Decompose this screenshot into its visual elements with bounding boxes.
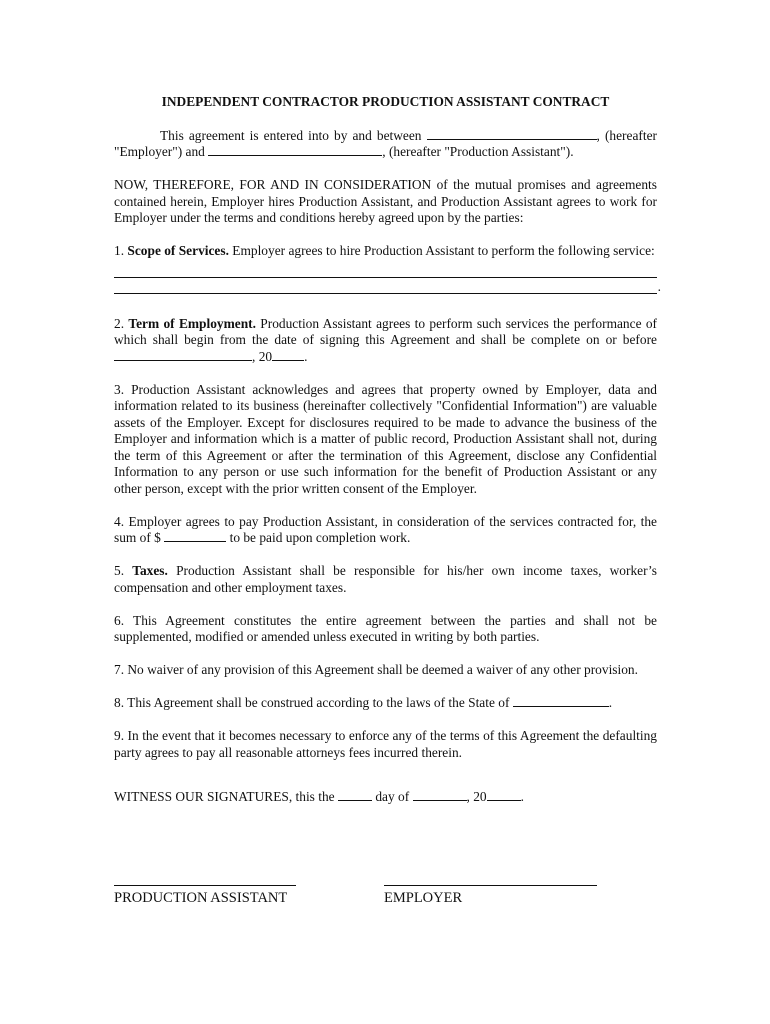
- section-2-number: 2.: [114, 315, 125, 331]
- witness-month-blank[interactable]: [413, 789, 467, 801]
- employer-name-blank[interactable]: [427, 128, 597, 140]
- section-4-text-2: to be paid upon completion work.: [229, 530, 411, 545]
- witness-text-4: .: [520, 789, 524, 804]
- witness-text-2: day of: [375, 789, 410, 804]
- production-assistant-signature: [114, 885, 296, 907]
- payment-amount-blank[interactable]: [164, 530, 226, 542]
- section-8-paragraph: [114, 695, 657, 712]
- section-8-end: .: [608, 695, 613, 710]
- services-blank-line-1[interactable]: [114, 262, 657, 278]
- intro-text-1: This agreement is entered into by and between: [160, 127, 422, 143]
- production-assistant-signature-line[interactable]: [114, 885, 296, 886]
- intro-text-4: , (hereafter "Production Assistant").: [382, 144, 574, 159]
- employer-label: EMPLOYER: [384, 890, 463, 906]
- section-1-heading: Scope of Services.: [127, 243, 229, 258]
- section-5-number: 5.: [114, 563, 125, 578]
- intro-text-2: , (hereafter: [596, 127, 657, 143]
- section-3-paragraph: 3. Production Assistant acknowledges and agrees that property owned by Employer, data and information related to its business (hereinafter collectively "Confidential Information") are valuable assets of the Employer. Except for disclosures required to be made to advance the business of the Employer and information which is a matter of public record, Production Assistant shall not, during the term of this Agreement or after the termination of this Agreement, disclose any Confidential Information to any person or use such information for the benefit of Production Assistant or any other person, except with the prior written consent of the Employer.: [114, 381, 657, 496]
- witness-day-blank[interactable]: [338, 789, 372, 801]
- section-5-paragraph: [114, 563, 657, 596]
- section-2-heading: Term of Employment.: [128, 315, 256, 331]
- section-7-paragraph: 7. No waiver of any provision of this Agreement shall be deemed a waiver of any other provision.: [114, 662, 638, 677]
- section-2-paragraph: [114, 316, 657, 366]
- now-therefore-paragraph: NOW, THEREFORE, FOR AND IN CONSIDERATION of the mutual promises and agreements contained herein, Employer hires Production Assistant, and Production Assistant agrees to work for Employer under the terms and conditions hereby agreed upon by the parties:: [114, 177, 657, 225]
- employer-signature-line[interactable]: [384, 885, 597, 886]
- employer-signature: [384, 885, 597, 907]
- witness-paragraph: [114, 789, 657, 806]
- section-9-paragraph: 9. In the event that it becomes necessary to enforce any of the terms of this Agreement the defaulting party agrees to pay all reasonable attorneys fees incurred therein.: [114, 728, 657, 760]
- state-blank[interactable]: [513, 695, 609, 707]
- completion-date-blank[interactable]: [114, 349, 252, 361]
- date-comma: ,: [252, 348, 256, 364]
- services-blank-line-2[interactable]: .: [114, 278, 657, 294]
- production-assistant-label: PRODUCTION ASSISTANT: [114, 890, 288, 906]
- section-4-paragraph: [114, 514, 657, 547]
- intro-paragraph: [114, 128, 657, 161]
- witness-text-1: WITNESS OUR SIGNATURES, this the: [114, 789, 335, 804]
- section-1-paragraph: [114, 243, 657, 260]
- assistant-name-blank[interactable]: [208, 144, 382, 156]
- intro-text-3: "Employer") and: [114, 144, 205, 159]
- section-5-heading: Taxes.: [132, 563, 168, 578]
- witness-year-blank[interactable]: [487, 789, 521, 801]
- year-prefix: 20: [258, 348, 273, 364]
- section-1-text: Employer agrees to hire Production Assistant to perform the following service:: [232, 243, 655, 258]
- date-period: .: [304, 348, 308, 364]
- contract-body: [114, 94, 661, 822]
- section-5-text: Production Assistant shall be responsible for his/her own income taxes, worker’s compensation and other employment taxes.: [114, 563, 657, 595]
- witness-text-3: , 20: [466, 789, 487, 804]
- completion-year-blank[interactable]: [272, 349, 304, 361]
- section-1-number: 1.: [114, 243, 125, 258]
- section-2-text: Production Assistant agrees to perform such services the performance of which shall begin from the date of signing this Agreement and shall be complete on or before: [114, 315, 657, 347]
- section-4-text-1: 4. Employer agrees to pay Production Assistant, in consideration of the services contracted for, the sum of $: [114, 513, 657, 545]
- document-title: INDEPENDENT CONTRACTOR PRODUCTION ASSISTANT CONTRACT: [161, 94, 610, 109]
- section-8-text: 8. This Agreement shall be construed according to the laws of the State of: [114, 695, 510, 710]
- section-6-paragraph: 6. This Agreement constitutes the entire agreement between the parties and shall not be supplemented, modified or amended unless executed in writing by both parties.: [114, 612, 657, 644]
